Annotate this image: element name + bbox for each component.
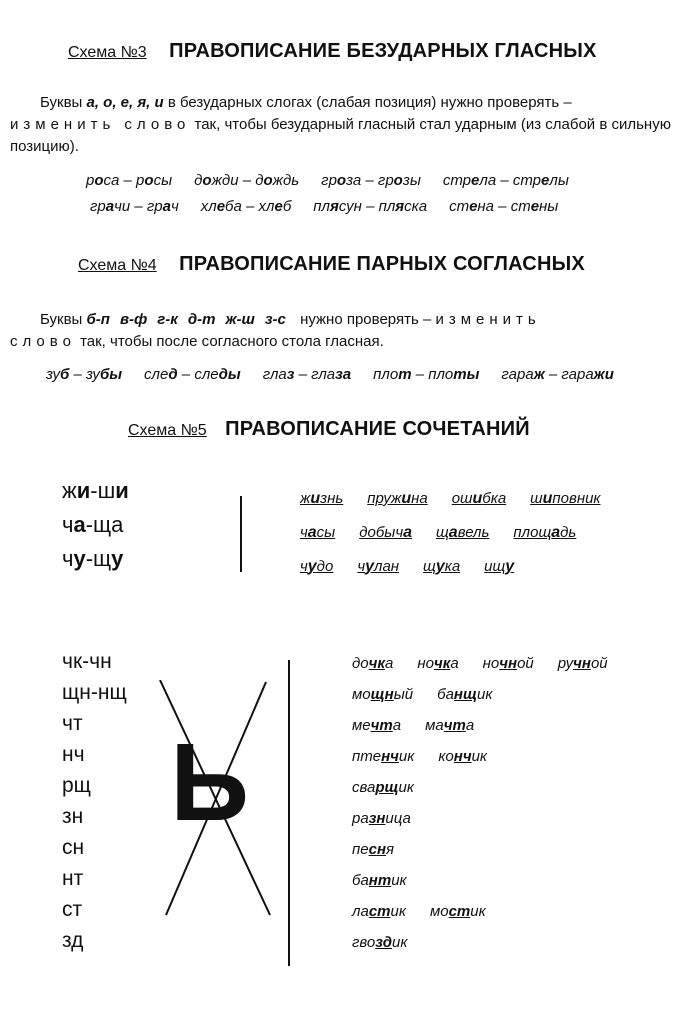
consonant-pair: в-ф	[119, 311, 148, 328]
word-row	[352, 745, 632, 776]
example-pair-part: ска	[404, 198, 428, 215]
word-part: ко	[438, 748, 454, 765]
example-word	[352, 717, 401, 734]
example-pair-part: ны	[539, 198, 559, 215]
combo-word	[300, 524, 335, 541]
combo-label	[62, 478, 129, 512]
word-part: ба	[437, 686, 454, 703]
example-pair	[46, 366, 122, 383]
word-part: ч	[300, 558, 308, 575]
combo-word	[367, 490, 427, 507]
combo-part: ж	[62, 478, 77, 503]
consonant-pair: з-с	[264, 311, 286, 328]
schema3-letters: а, о, е, я, и	[86, 94, 164, 111]
example-word	[352, 686, 413, 703]
example-word	[352, 748, 414, 765]
example-pair-part: стр	[442, 172, 472, 189]
word-part: ш	[530, 490, 543, 507]
example-word	[352, 934, 407, 951]
word-part: площ	[513, 524, 552, 541]
example-pair-part: гара	[501, 366, 534, 383]
word-part: сн	[368, 841, 387, 858]
word-part: ой	[517, 655, 534, 672]
example-pair-part: гла	[262, 366, 287, 383]
example-pair-part: е	[469, 198, 478, 215]
combo-part: у	[111, 546, 124, 571]
divider-line-lower	[288, 660, 290, 966]
combo-part: ч	[62, 512, 74, 537]
word-row	[352, 869, 632, 900]
word-part: ик	[390, 903, 406, 920]
word-part: нч	[453, 748, 472, 765]
example-pair-part: сле	[144, 366, 169, 383]
example-pair-part: ба – хл	[225, 198, 275, 215]
combo-part: и	[115, 478, 129, 503]
word-part: ик	[398, 779, 414, 796]
word-part: а	[465, 717, 475, 734]
example-pair-part: т	[398, 366, 412, 383]
combo-label	[62, 512, 129, 546]
example-pair	[373, 366, 479, 383]
word-part: гво	[352, 934, 376, 951]
example-pair-part: – сле	[177, 366, 219, 383]
word-row	[352, 931, 632, 962]
word-part: ж	[300, 490, 311, 507]
combo-label	[62, 546, 129, 580]
schema5-title: ПРАВОПИСАНИЕ СОЧЕТАНИЙ	[225, 418, 530, 440]
schema4-text-after: нужно проверять –	[300, 311, 432, 328]
example-pair-part: сы	[153, 172, 173, 189]
word-part: и	[401, 490, 412, 507]
example-pair-part: д	[194, 172, 203, 189]
combo-part: у	[73, 546, 86, 571]
word-row	[352, 776, 632, 807]
combo-word	[300, 490, 343, 507]
combo-part: -щ	[85, 546, 112, 571]
combination-item: сн	[62, 836, 85, 859]
word-part: пе	[352, 841, 369, 858]
example-pair-part: за – гр	[346, 172, 394, 189]
combo-word	[452, 490, 506, 507]
word-part: но	[482, 655, 500, 672]
word-part: сы	[316, 524, 336, 541]
word-part: а	[551, 524, 561, 541]
word-part: чн	[573, 655, 591, 672]
schema3-examples-row1	[86, 172, 591, 189]
consonant-pair: б-п	[86, 311, 110, 328]
word-row	[352, 900, 632, 931]
word-part: у	[435, 558, 445, 575]
combo-word	[484, 558, 514, 575]
combo-words-row	[300, 518, 625, 552]
schema4-header	[78, 253, 585, 276]
word-row	[352, 807, 632, 838]
example-pair-part: б	[282, 198, 292, 215]
word-part: ру	[557, 655, 574, 672]
example-pair-part: ды	[218, 366, 241, 383]
word-part: ме	[352, 717, 371, 734]
schema4-text-before: Буквы	[40, 311, 83, 328]
word-part: а	[450, 655, 459, 672]
combination-item: чк-чн	[62, 650, 112, 673]
schema4-title: ПРАВОПИСАНИЕ ПАРНЫХ СОГЛАСНЫХ	[179, 253, 585, 275]
schema4-text-end: так, чтобы после согласного стола гласная.	[80, 333, 384, 350]
example-pair-part: р	[86, 172, 95, 189]
example-pair-part: ждь	[272, 172, 300, 189]
schema3-label: Схема №3	[68, 44, 147, 61]
example-pair	[321, 172, 421, 189]
word-part: добыч	[359, 524, 404, 541]
combo-part: и	[76, 478, 91, 503]
word-part: вель	[457, 524, 490, 541]
word-part: чн	[499, 655, 518, 672]
word-part: сва	[352, 779, 376, 796]
word-part: на	[411, 490, 428, 507]
example-pair-part: чи – гр	[114, 198, 163, 215]
word-part: а	[403, 524, 412, 541]
example-pair-part: з	[286, 366, 295, 383]
word-part: пруж	[367, 490, 402, 507]
schema3-header	[68, 40, 597, 63]
combo-part: ч	[62, 546, 74, 571]
example-word	[483, 655, 534, 672]
word-part: а	[392, 717, 402, 734]
word-part: мо	[429, 903, 449, 920]
example-pair-part: я	[395, 198, 405, 215]
combination-item: рщ	[62, 774, 91, 797]
example-pair	[313, 198, 427, 215]
example-word	[352, 779, 414, 796]
combo-part: -ща	[85, 512, 124, 537]
example-pair	[443, 172, 569, 189]
combination-item: щн-нщ	[62, 681, 127, 704]
schema3-rule	[10, 92, 690, 158]
example-pair-part: я	[329, 198, 339, 215]
word-part: чт	[370, 717, 393, 734]
word-part: а	[385, 655, 394, 672]
example-pair-part: ст	[449, 198, 470, 215]
lower-left-list	[62, 650, 127, 960]
word-part: ик	[391, 934, 408, 951]
example-pair-part: е	[274, 198, 283, 215]
word-part: лан	[373, 558, 400, 575]
example-pair-part: а	[162, 198, 171, 215]
word-part: у	[505, 558, 515, 575]
combo-word	[359, 524, 412, 541]
example-word	[438, 748, 487, 765]
word-part: и	[472, 490, 483, 507]
consonant-pair: д-т	[187, 311, 216, 328]
example-pair	[144, 366, 241, 383]
example-pair-part: пл	[313, 198, 330, 215]
example-pair-part: б	[59, 366, 70, 383]
word-part: ица	[385, 810, 411, 827]
example-pair-part: е	[530, 198, 540, 215]
word-row	[352, 838, 632, 869]
example-pair	[501, 366, 613, 383]
example-pair-part: са – р	[103, 172, 145, 189]
combo-words-row	[300, 484, 625, 518]
word-part: щ	[436, 524, 449, 541]
example-pair-part: о	[263, 172, 273, 189]
example-word	[430, 903, 486, 920]
lower-right-list	[352, 652, 632, 962]
word-part: до	[352, 655, 369, 672]
divider-line-upper	[240, 496, 242, 572]
example-pair-part: о	[336, 172, 347, 189]
word-part: нч	[381, 748, 399, 765]
word-row	[352, 714, 632, 745]
combination-item: ст	[62, 898, 83, 921]
word-part: но	[417, 655, 434, 672]
word-part: знь	[320, 490, 344, 507]
word-part: чк	[368, 655, 385, 672]
word-part: чк	[433, 655, 451, 672]
word-part: ма	[425, 717, 444, 734]
word-part: а	[307, 524, 317, 541]
combination-item: чт	[62, 712, 83, 735]
word-part: ый	[393, 686, 414, 703]
word-part: ч	[357, 558, 366, 575]
schema3-text-after: в безударных слогах (слабая позиция) нужно проверять –	[167, 94, 572, 111]
combo-word	[357, 558, 399, 575]
example-pair-part: хл	[200, 198, 217, 215]
word-part: ой	[590, 655, 608, 672]
example-word	[352, 810, 411, 827]
example-pair-part: пло	[373, 366, 399, 383]
schema4-spaced-text-1: изменить	[435, 311, 541, 328]
word-part: зд	[375, 934, 392, 951]
word-part: рщ	[375, 779, 399, 796]
consonant-pair: г-к	[157, 311, 178, 328]
example-pair	[90, 198, 179, 215]
example-pair-part: е	[541, 172, 550, 189]
consonant-pair: ж-ш	[225, 311, 255, 328]
word-part: ст	[448, 903, 471, 920]
example-word	[558, 655, 608, 672]
combo-word	[436, 524, 489, 541]
word-part: ра	[352, 810, 369, 827]
example-pair-part: д	[168, 366, 178, 383]
example-word	[417, 655, 458, 672]
combination-item: зд	[62, 929, 84, 952]
combination-item: нт	[62, 867, 84, 890]
word-part: бка	[482, 490, 507, 507]
example-pair-part: сун – пл	[338, 198, 396, 215]
word-part: ош	[451, 490, 473, 507]
example-word	[437, 686, 492, 703]
word-part: ик	[398, 748, 415, 765]
word-part: ик	[470, 903, 486, 920]
example-pair-part: гр	[321, 172, 337, 189]
example-pair-part: е	[216, 198, 226, 215]
word-part: ст	[368, 903, 391, 920]
word-part: и	[310, 490, 321, 507]
word-part: до	[316, 558, 334, 575]
schema4-spaced-text-2: слово	[10, 333, 76, 350]
word-part: я	[386, 841, 395, 858]
word-part: а	[448, 524, 458, 541]
combination-item: нч	[62, 743, 85, 766]
example-pair-part: бы	[99, 366, 123, 383]
schema5-header	[128, 418, 530, 441]
word-part: мо	[352, 686, 371, 703]
word-part: ищ	[484, 558, 506, 575]
schema4-pairs	[87, 311, 296, 328]
example-pair-part: ты	[453, 366, 480, 383]
example-word	[352, 872, 407, 889]
example-pair-part: о	[202, 172, 212, 189]
example-pair-part: ла – стр	[479, 172, 542, 189]
example-pair	[263, 366, 351, 383]
example-pair-part: ч	[170, 198, 179, 215]
word-row	[352, 683, 632, 714]
word-part: зн	[368, 810, 386, 827]
example-pair	[86, 172, 172, 189]
combo-words-row	[300, 552, 625, 586]
combo-part: -ш	[90, 478, 116, 503]
word-part: ба	[352, 872, 369, 889]
example-word	[352, 903, 406, 920]
schema3-examples-row2	[90, 198, 580, 215]
combos-left	[62, 478, 129, 580]
example-pair	[194, 172, 299, 189]
word-part: ка	[444, 558, 461, 575]
example-pair	[201, 198, 292, 215]
example-pair-part: а	[105, 198, 115, 215]
word-part: щн	[370, 686, 394, 703]
example-pair-part: о	[144, 172, 154, 189]
word-part: нт	[368, 872, 392, 889]
example-word	[352, 841, 394, 858]
word-part: ла	[352, 903, 369, 920]
example-pair-part: за	[335, 366, 352, 383]
example-word	[352, 655, 393, 672]
example-word	[425, 717, 474, 734]
example-pair-part: зы	[402, 172, 421, 189]
example-pair-part: о	[94, 172, 104, 189]
schema3-spaced-text: изменить слово	[10, 116, 191, 133]
combo-word	[530, 490, 600, 507]
combos-right	[300, 484, 625, 586]
word-part: ч	[300, 524, 308, 541]
soft-sign-letter: Ь	[170, 721, 250, 844]
combo-word	[300, 558, 333, 575]
word-part: повник	[552, 490, 601, 507]
word-part: ик	[471, 748, 488, 765]
combination-item: зн	[62, 805, 84, 828]
example-pair	[449, 198, 558, 215]
schema4-examples	[46, 366, 636, 383]
word-part: щ	[423, 558, 436, 575]
example-pair-part: гр	[90, 198, 106, 215]
schema4-rule	[10, 309, 690, 353]
word-part: у	[307, 558, 317, 575]
schema5-label: Схема №5	[128, 422, 207, 439]
example-pair-part: – гла	[294, 366, 336, 383]
example-pair-part: на – ст	[477, 198, 531, 215]
example-pair-part: – зу	[69, 366, 100, 383]
combo-word	[513, 524, 576, 541]
schema3-text-before: Буквы	[40, 94, 83, 111]
word-part: нщ	[453, 686, 477, 703]
word-part: ик	[391, 872, 407, 889]
example-pair-part: лы	[549, 172, 569, 189]
word-row	[352, 652, 632, 683]
word-part: у	[365, 558, 374, 575]
example-pair-part: зу	[46, 366, 60, 383]
word-part: ик	[477, 686, 493, 703]
example-pair-part: – гара	[544, 366, 594, 383]
example-pair-part: е	[471, 172, 480, 189]
word-part: дь	[560, 524, 577, 541]
combo-part: а	[73, 512, 86, 537]
example-pair-part: жи	[593, 366, 614, 383]
example-pair-part: – пло	[411, 366, 454, 383]
schema4-label: Схема №4	[78, 257, 157, 274]
combo-word	[423, 558, 460, 575]
word-part: чт	[443, 717, 466, 734]
schema3-text-end: так, чтобы безударный гласный стал ударным (из слабой в сильную позицию).	[10, 116, 671, 155]
example-pair-part: ж	[533, 366, 545, 383]
word-part: и	[542, 490, 553, 507]
schema3-title: ПРАВОПИСАНИЕ БЕЗУДАРНЫХ ГЛАСНЫХ	[169, 40, 597, 62]
example-pair-part: жди – д	[211, 172, 264, 189]
example-pair-part: о	[393, 172, 403, 189]
word-part: пте	[352, 748, 382, 765]
